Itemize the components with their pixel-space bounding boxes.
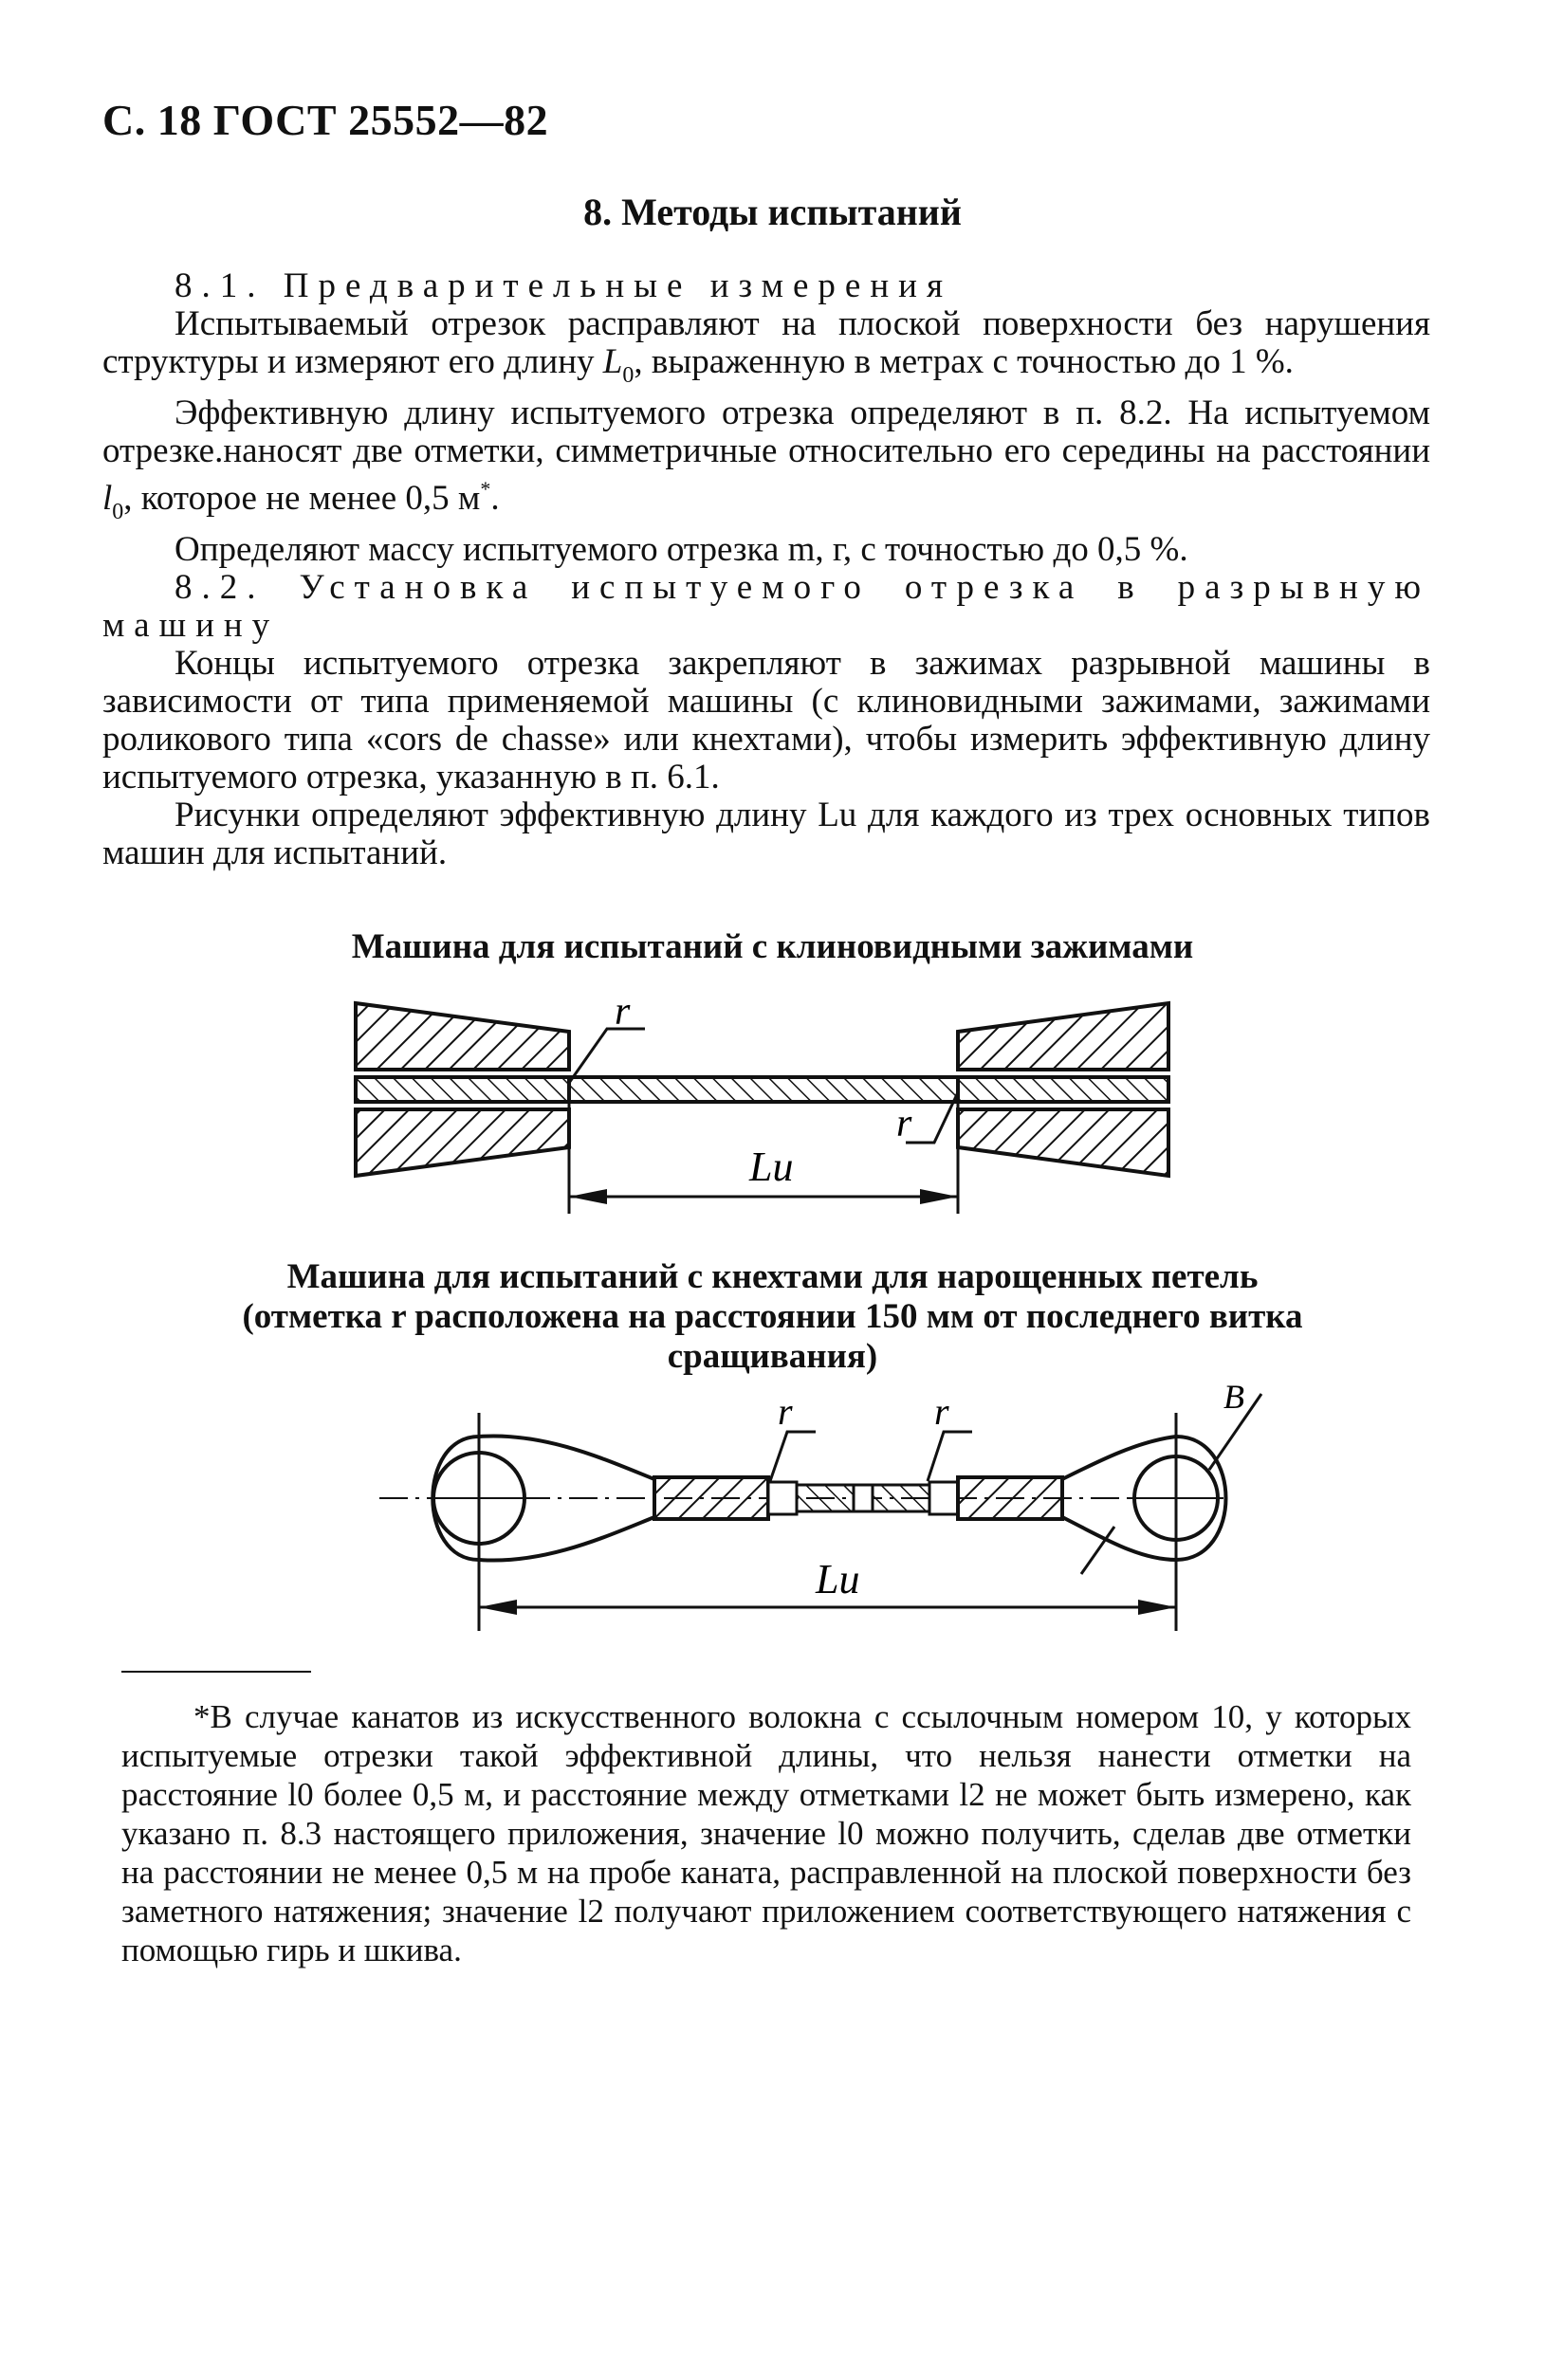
figure-2-caption [0,1257,1545,1377]
footnote-mark: * [480,477,491,501]
subscript: 0 [112,500,124,524]
right-upper-jaw [958,1003,1168,1070]
left-splice-section [654,1477,768,1519]
rope-specimen [569,1077,958,1102]
paragraph-text: , которое не менее 0,5 м [123,479,481,518]
section-8-1 [102,267,1430,872]
symbol-l: l [102,479,113,518]
page-header: С. 18 ГОСТ 25552—82 [102,96,549,144]
paragraph [102,394,1430,531]
rope-specimen [797,1485,854,1511]
section-title: 8. Методы испытаний [583,191,962,233]
symbol-L: L [602,342,623,381]
subscript: 0 [622,363,635,388]
subsection-heading-8-1: 8.1. Предварительные измерения [175,266,952,305]
mark-label-r: r [778,1390,793,1433]
footnote: *В случае канатов из искусственного волокна с ссылочным номером 10, у которых испытуемые отрезки такой эффективной длины, что нельзя нанести отметки на расстояние l0 более 0,5 м, и расстояние между отметками l2 не может быть измерено, как указано п. 8.3 настоящего приложения, значение l0 можно получить, сделав две отметки на расстоянии не менее 0,5 м на пробе каната, расправленной на плоской поверхности без заметного натяжения; значение l2 получают приложением соответствующего натяжения с помощью гирь и шкива. [121,1698,1411,1968]
mark-label-b: B [1223,1378,1244,1416]
paragraph: Концы испытуемого отрезка закрепляют в зажимах разрывной машины в зависимости от типа применяемой машины (с клиновидными зажимами, зажимами роликового типа «cors de chasse» или кнехтами), чтобы измерить эффективную длину испытуемого отрезка, указанную в п. 6.1. [102,644,1430,796]
figure-1-wedge-grip-diagram [0,986,1545,1233]
right-splice-section [958,1477,1062,1519]
paragraph-text: Эффективную длину испытуемого отрезка определяют в п. 8.2. На испытуемом отрезке.наносят две отметки, симметричные относительно его середины на расстоянии [102,394,1430,470]
paragraph-text: Испытываемый отрезок расправляют на плоской поверхности без нарушения структуры и измеряют его длину [102,304,1430,381]
paragraph [102,305,1430,394]
right-lower-jaw [958,1109,1168,1176]
figure-2-caption-line: (отметка r расположена на расстоянии 150 мм от последнего витка [242,1297,1303,1336]
paragraph: Определяют массу испытуемого отрезка m, г, с точностью до 0,5 %. [175,530,1188,569]
right-rope-section [958,1077,1168,1102]
paragraph: Рисунки определяют эффективную длину Lu для каждого из трех основных типов машин для испытаний. [102,796,1430,872]
dimension-label-lu: Lu [749,1144,794,1190]
subsection-heading-8-2: 8.2. Установка испытуемого отрезка в разрывную машину [102,568,1430,645]
paragraph-text: . [490,479,500,518]
paragraph-text: , выраженную в метрах с точностью до 1 %. [634,342,1294,381]
figure-1-caption: Машина для испытаний с клиновидными зажимами [351,927,1194,966]
left-lower-jaw [356,1109,569,1176]
figure-2-bollard-diagram [0,1375,1545,1640]
mark-label-r: r [934,1390,949,1433]
figure-2-caption-line: сращивания) [667,1337,878,1376]
mark-label-r: r [896,1102,912,1145]
mark-label-r: r [615,990,631,1034]
left-upper-jaw [356,1003,569,1070]
figure-2-caption-line: Машина для испытаний с кнехтами для нарощенных петель [286,1257,1259,1296]
footnote-divider [121,1671,311,1673]
left-rope-section [356,1077,569,1102]
dimension-label-lu: Lu [816,1556,860,1602]
